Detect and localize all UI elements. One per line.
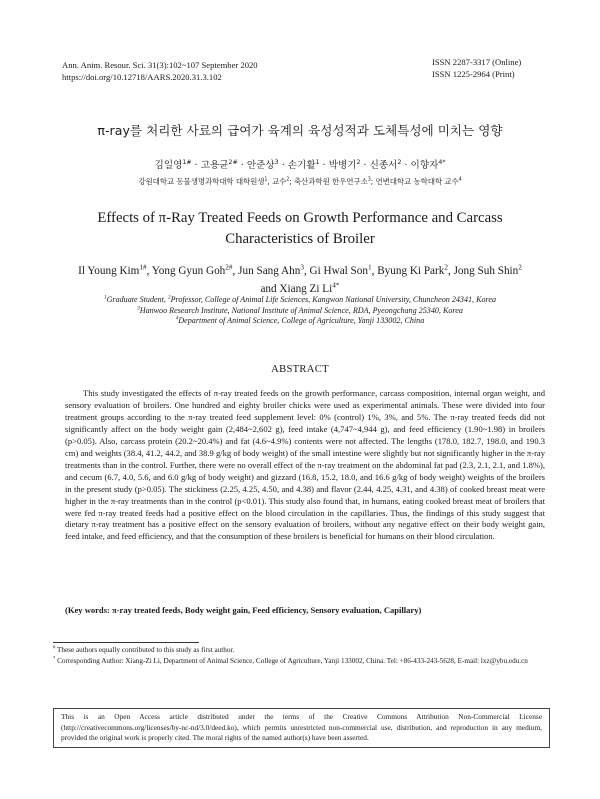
affil-text: Professor, College of Animal Life Sciences, Kangwon National University, Chuncheon 24341, Korea bbox=[170, 295, 497, 304]
footnote-text: Corresponding Author: Xiang-Zi Li, Department of Animal Science, College of Agriculture, Yanji 133002, China. Tel: +86-433-243-5628, E-mail: lxz@ybu.edu.cn bbox=[57, 657, 528, 665]
english-affil-2 bbox=[0, 306, 600, 317]
korean-affil-1: 강원대학교 동물생명과학대학 대학원생 bbox=[138, 177, 265, 186]
author-sup: 1# bbox=[182, 158, 192, 166]
footnote-corresponding-author bbox=[53, 656, 548, 666]
author-sup: 1# bbox=[139, 263, 147, 272]
footnote-mark: # bbox=[53, 645, 56, 651]
author-sup: 4* bbox=[332, 281, 340, 290]
journal-header bbox=[62, 60, 258, 83]
english-authors-line1 bbox=[0, 262, 600, 280]
footnote-equal-contribution bbox=[53, 645, 548, 655]
affil-sup: 3 bbox=[367, 176, 371, 183]
korean-affil-4: ; 연변대학교 농학대학 교수 bbox=[370, 177, 459, 186]
english-title-line1: Effects of π-Ray Treated Feeds on Growth Performance and Carcass bbox=[97, 210, 503, 226]
affil-sup: 2 bbox=[167, 294, 171, 301]
korean-affil-3: ; 축산과학원 한우연구소 bbox=[289, 177, 368, 186]
korean-author-7: · 이향자 bbox=[401, 160, 439, 171]
english-author-3: , Jun Sang Ahn bbox=[232, 265, 301, 277]
author-sup: 2 bbox=[518, 263, 522, 272]
affil-sup: 1 bbox=[264, 176, 268, 183]
abstract-body: This study investigated the effects of π-ray treated feeds on the growth performance, carcass composition, internal organ weight, and sensory evaluation of broilers. One hundred and eighty broiler chicks were used as experimental animals. These were divided into four treatment groups according to the π-ray treated feed supplement level: 0% (control) 1%, 3%, and 5%. The π-ray treated feeds did not significantly affect on the body weight gain (2,484~2,602 g), feed intake (4,747~4,944 g), and feed efficiency (1.90~1.98) in broilers (p>0.05). Also, carcass protein (20.2~20.4%) and fat (4.6~4.9%) contents were not affected. The lengths (178.0, 182.7, 198.0, and 190.3 cm) and weights (38.4, 41.2, 44.2, and 38.9 g/kg of body weight) of the small intestine were slightly but not significantly higher in the π-ray treatments than in the control. Further, there were no overall effect of the π-ray treatment on the abdominal fat pad (2.3, 2.1, 2.1, and 1.8%), and cecum (6.7, 4.0, 5.6, and 6.0 g/kg of body weight) and gizzard (16.8, 15.2, 18.0, and 16.6 g/kg of body weight) weights of the broilers in the present study (p>0.05). The stickiness (2.25, 4.25, 4.50, and 4.38) and flavor (2.44, 4.25, 4.31, and 4.38) of cooked breast meat were higher in the π-ray treatments than in the control (p<0.01). This study also found that, in humans, eating cooked breast meat of broilers that were fed π-ray treated feeds had a positive effect on the blood circulation in the capillaries. Thus, the findings of this study suggest that dietary π-ray treatment has a positive effect on the sensory evaluation of broilers, without any negative effect on their body weight gain, feed intake, and feed efficiency, and that the consumption of these broilers is beneficial for humans on their blood circulation. bbox=[65, 388, 545, 542]
english-author-4: , Gi Hwal Son bbox=[303, 265, 368, 277]
korean-author-1: 김일영 bbox=[154, 160, 183, 171]
english-affil-1 bbox=[0, 295, 600, 306]
issn-print: ISSN 1225-2964 (Print) bbox=[432, 68, 515, 79]
affil-sup: 4 bbox=[175, 315, 179, 322]
english-author-6: , Jong Suh Shin bbox=[447, 265, 519, 277]
keywords: (Key words: π-ray treated feeds, Body weight gain, Feed efficiency, Sensory evaluation, Capillary) bbox=[65, 605, 422, 615]
korean-author-5: · 박병기 bbox=[319, 160, 357, 171]
author-sup: 2# bbox=[228, 158, 238, 166]
author-sup: 3 bbox=[274, 158, 279, 166]
korean-author-2: · 고용균 bbox=[191, 160, 229, 171]
affil-text: Hanwoo Research Institute, National Institute of Animal Science, RDA, Pyeongchang 25340, Korea bbox=[139, 305, 463, 315]
license-box: This is an Open Access article distributed under the terms of the Creative Commons Attribution Non-Commercial License (http://creativecommons.org/licenses/by-nc-nd/3.0/deed.ko), which permits unrestricted non-commercial use, distribution, and reproduction in any medium, provided the original work is properly cited. The moral rights of the named author(s) have been asserted. bbox=[53, 708, 550, 748]
korean-affiliations bbox=[0, 176, 600, 187]
english-title bbox=[0, 208, 600, 250]
author-sup: 2 bbox=[397, 158, 402, 166]
footnote-text: These authors equally contributed to this study as first author. bbox=[57, 646, 235, 654]
korean-title: π-ray를 처리한 사료의 급여가 육계의 육성성적과 도체특성에 미치는 영향 bbox=[97, 123, 503, 138]
author-sup: 2 bbox=[444, 263, 448, 272]
affil-text: Department of Animal Science, College of Agriculture, Yanji 133002, China bbox=[178, 316, 425, 325]
affil-sup: 3 bbox=[137, 304, 140, 311]
korean-affil-2: , 교수 bbox=[267, 177, 287, 186]
english-author-1: Il Young Kim bbox=[78, 265, 140, 277]
abstract-heading: ABSTRACT bbox=[271, 364, 329, 375]
author-sup: 1 bbox=[367, 263, 372, 272]
footnote-divider bbox=[53, 642, 199, 643]
english-affil-3 bbox=[0, 316, 600, 327]
doi-link[interactable]: https://doi.org/10.12718/AARS.2020.31.3.102 bbox=[62, 71, 222, 82]
korean-author-4: · 손기활 bbox=[278, 160, 316, 171]
affil-text: Graduate Student, bbox=[106, 295, 168, 304]
issn-online: ISSN 2287-3317 (Online) bbox=[432, 57, 522, 67]
english-author-2: , Yong Gyun Goh bbox=[146, 265, 226, 277]
author-sup: 3 bbox=[300, 263, 304, 272]
affil-sup: 2 bbox=[286, 176, 290, 183]
affil-sup: 4 bbox=[458, 176, 462, 183]
author-sup: 2 bbox=[356, 158, 361, 166]
footnote-mark: * bbox=[53, 656, 56, 662]
korean-author-6: · 신종서 bbox=[360, 160, 398, 171]
author-sup: 4* bbox=[438, 158, 446, 166]
author-sup: 2# bbox=[225, 263, 233, 272]
english-title-line2: Characteristics of Broiler bbox=[225, 231, 375, 247]
english-author-7: and Xiang Zi Li bbox=[260, 283, 333, 295]
korean-author-3: · 안준상 bbox=[237, 160, 275, 171]
issn-block bbox=[432, 57, 521, 80]
affil-sup: 1 bbox=[103, 294, 107, 301]
korean-authors bbox=[0, 157, 600, 171]
english-author-5: , Byung Ki Park bbox=[371, 265, 445, 277]
english-affiliations bbox=[0, 295, 600, 327]
journal-citation: Ann. Anim. Resour. Sci. 31(3):102~107 September 2020 bbox=[62, 60, 258, 70]
author-sup: 1 bbox=[315, 158, 320, 166]
